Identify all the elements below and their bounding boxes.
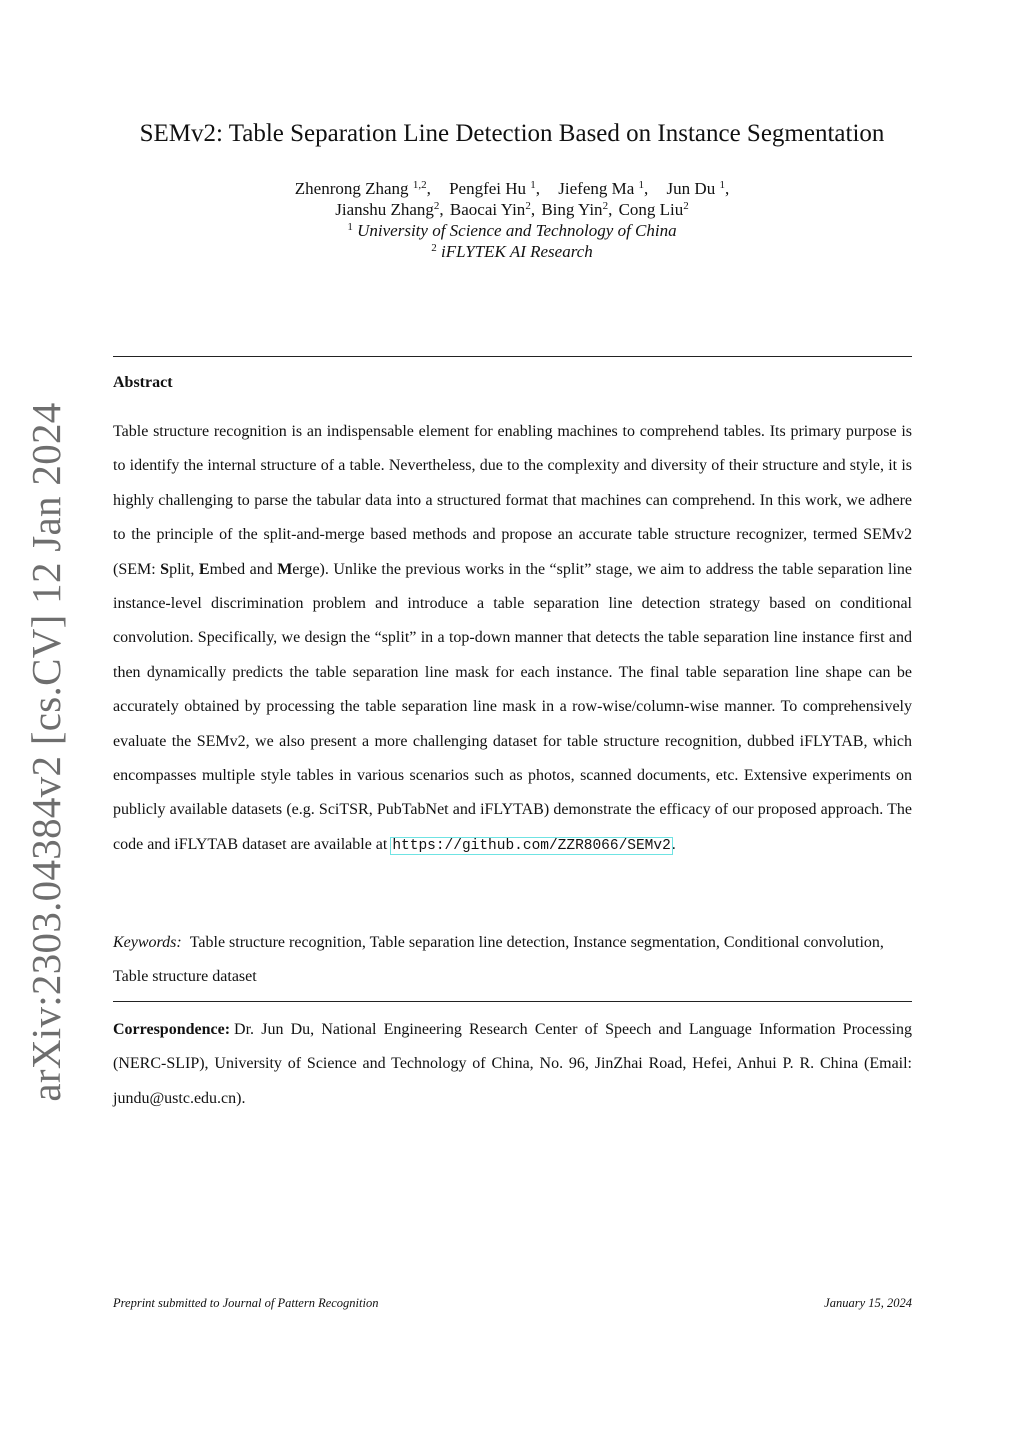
author-line-2 (0, 199, 1024, 220)
arxiv-side-stamp: arXiv:2303.04384v2 [cs.CV] 12 Jan 2024 (23, 402, 69, 1102)
keywords-label: Keywords: (113, 934, 182, 951)
abstract-heading: Abstract (113, 374, 173, 391)
author: Cong Liu$^2$ (618, 200, 689, 219)
correspondence (113, 1013, 912, 1116)
author: Jun Du $^1$, (666, 179, 730, 198)
author: Pengfei Hu $^1$, (449, 179, 541, 198)
correspondence-text: Dr. Jun Du, National Engineering Research Center of Speech and Language Information Processing (NERC-SLIP), University of Science and Technology of China, No. 96, JinZhai Road, Hefei, Anhui P. R. China (Email: jundu@ustc.edu.cn). (113, 1021, 912, 1107)
bottom-divider (113, 1001, 912, 1002)
page-footer (113, 1296, 912, 1311)
author: Jianshu Zhang$^2$, (335, 200, 444, 219)
author: Zhenrong Zhang $^{1,2}$, (294, 179, 431, 198)
correspondence-label: Correspondence: (113, 1021, 231, 1038)
author: Bing Yin$^2$, (541, 200, 613, 219)
footer-journal: Preprint submitted to Journal of Pattern Recognition (113, 1296, 379, 1310)
affiliation-1: $^1$ University of Science and Technology of China (347, 221, 677, 240)
author: Baocai Yin$^2$, (449, 200, 536, 219)
top-divider (113, 356, 912, 357)
abstract-text: Table structure recognition is an indispensable element for enabling machines to comprehend tables. Its primary purpose is to identify the internal structure of a table. Nevertheless, due to the complexity and diversity of their structure and style, it is highly challenging to parse the tabular data into a structured format that machines can comprehend. In this work, we adhere to the principle of the split-and-merge based methods and propose an accurate table structure recognizer, termed SEMv2 (SEM: Split, Embed and Merge). Unlike the previous works in the “split” stage, we aim to address the table separation line instance-level discrimination problem and introduce a table separation line detection strategy based on conditional convolution. Specifically, we design the “split” in a top-down manner that detects the table separation line instance first and then dynamically predicts the table separation line mask for each instance. The final table separation line shape can be accurately obtained by processing the table separation line mask in a row-wise/column-wise manner. To comprehensively evaluate the SEMv2, we also present a more challenging dataset for table structure recognition, dubbed iFLYTAB, which encompasses multiple style tables in various scenarios such as photos, scanned documents, etc. Extensive experiments on publicly available datasets (e.g. SciTSR, PubTabNet and iFLYTAB) demonstrate the efficacy of our proposed approach. The code and iFLYTAB dataset are available at https://github.com/ZZR8066/SEMv2. (113, 423, 913, 854)
footer-date: January 15, 2024 (824, 1296, 912, 1310)
author: Jiefeng Ma $^1$, (558, 179, 649, 198)
keywords (113, 926, 912, 995)
author-line-1 (0, 178, 1024, 199)
author-block (0, 178, 1024, 262)
paper-title: SEMv2: Table Separation Line Detection Based on Instance Segmentation (139, 120, 885, 147)
github-link[interactable]: https://github.com/ZZR8066/SEMv2 (392, 837, 671, 854)
keywords-text: Table structure recognition, Table separation line detection, Instance segmentation, Conditional convolution, Table structure dataset (113, 934, 884, 986)
affiliation-2: $^2$ iFLYTEK AI Research (431, 242, 593, 261)
